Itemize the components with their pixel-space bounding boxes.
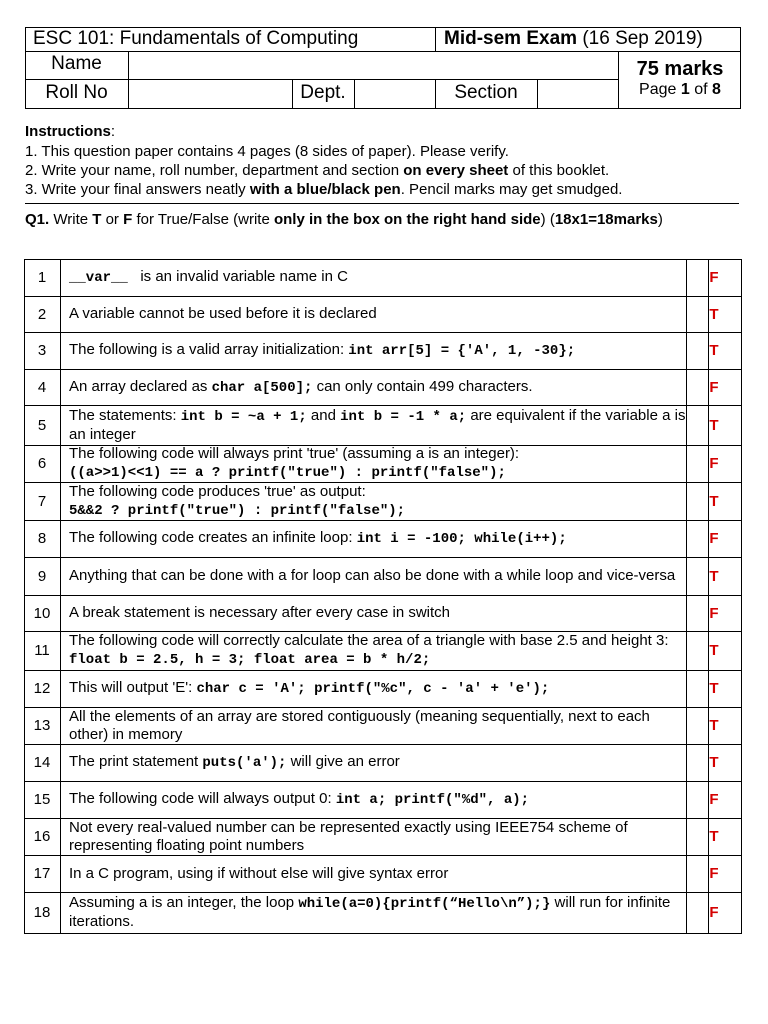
- question-row: [24, 595, 742, 631]
- question-row: [24, 520, 742, 557]
- name-field[interactable]: [129, 52, 618, 79]
- answer-box[interactable]: F: [709, 530, 719, 547]
- question-text-part: will give an error: [286, 753, 400, 770]
- question-number: 14: [33, 754, 51, 771]
- question-row: [24, 781, 742, 818]
- question-number: 8: [37, 530, 47, 547]
- question-text-content: [69, 708, 689, 744]
- question-text-content: [69, 679, 549, 698]
- question-text: [69, 332, 689, 369]
- answer-box[interactable]: T: [709, 416, 719, 434]
- question-text-content: [69, 894, 689, 931]
- question-text-part: A variable cannot be used before it is declared: [69, 305, 377, 322]
- question-text: [69, 520, 689, 557]
- question-text: [69, 296, 689, 332]
- instruction-line-2: [25, 161, 609, 180]
- code-snippet: __var__: [69, 270, 128, 286]
- answer-box[interactable]: T: [709, 567, 719, 585]
- question-text: [69, 445, 689, 482]
- question-text-part: and: [306, 406, 341, 424]
- question-row: [24, 332, 742, 369]
- question-text: [69, 259, 689, 296]
- page-number: 1: [680, 81, 690, 98]
- code-snippet: char c = 'A'; printf("%c", c - 'a' + 'e');: [196, 681, 550, 697]
- question-number: 12: [33, 680, 51, 697]
- q1-text-4: ) (: [540, 211, 555, 228]
- question-number: 15: [33, 791, 51, 808]
- question-row: [24, 405, 742, 445]
- question-text-part: All the elements of an array are stored contiguously (meaning sequentially, next to each other) in memory: [69, 707, 655, 743]
- code-snippet: 5&&2 ? printf("true") : printf("false");: [69, 502, 406, 519]
- code-snippet: int a; printf("%d", a);: [335, 792, 530, 808]
- instruction-2-tail: of this booklet.: [508, 162, 610, 179]
- question-text: [69, 818, 689, 855]
- dept-label: Dept.: [300, 82, 346, 103]
- q1-text-2: or: [101, 211, 124, 228]
- section-field[interactable]: [538, 80, 618, 108]
- question-text: [69, 707, 689, 744]
- code-snippet: int b = -1 * a;: [340, 408, 467, 425]
- answer-box[interactable]: T: [709, 828, 719, 845]
- question-text-part: The following code will always print 'true' (assuming a is an integer):: [69, 445, 520, 462]
- code-snippet: while(a=0){printf(“Hello\n”);}: [298, 896, 551, 912]
- question-text-content: [69, 483, 405, 520]
- answer-box[interactable]: T: [709, 717, 719, 734]
- question-text-part: A break statement is necessary after every case in switch: [69, 604, 450, 621]
- instructions-heading: Instructions: [25, 123, 111, 140]
- answer-box[interactable]: T: [709, 305, 719, 323]
- question-text-content: [69, 632, 689, 669]
- question-number: 11: [34, 642, 50, 659]
- question-number: 9: [37, 567, 47, 585]
- question-text-content: [69, 819, 689, 855]
- question-text-content: [69, 529, 567, 548]
- exam-title: [444, 27, 703, 51]
- question-number: 2: [37, 305, 47, 323]
- question-number: 5: [37, 416, 47, 434]
- instruction-3-tail: . Pencil marks may get smudged.: [400, 181, 623, 198]
- q1-false-letter: F: [123, 211, 133, 228]
- question-text: [69, 595, 689, 631]
- section-divider: [25, 203, 739, 204]
- question-text: [69, 557, 689, 595]
- question-text-content: [69, 378, 533, 397]
- question-number: 7: [37, 492, 47, 510]
- question-text-part: can only contain 499 characters.: [312, 377, 533, 395]
- question-text-part: The print statement: [69, 753, 203, 770]
- q1-marks: 18x1=18marks: [554, 211, 658, 228]
- question-text-content: [69, 407, 689, 444]
- instructions-title: [25, 122, 115, 141]
- true-false-table: [24, 259, 742, 934]
- code-snippet: int i = -100; while(i++);: [356, 531, 567, 547]
- question-text-content: [69, 865, 448, 883]
- q1-text-5: ): [657, 211, 663, 228]
- instruction-3-bold: with a blue/black pen: [249, 181, 401, 198]
- question-text-part: In a C program, using if without else will give syntax error: [69, 864, 449, 882]
- code-snippet: char a[500];: [211, 379, 313, 396]
- question-text: [69, 892, 689, 933]
- question-text: [69, 369, 689, 405]
- answer-box[interactable]: F: [709, 604, 719, 622]
- q1-instruction: [25, 210, 663, 229]
- question-row: [24, 445, 742, 482]
- question-number: 18: [33, 904, 51, 921]
- exam-name: Mid-sem Exam: [444, 28, 578, 49]
- question-text-content: [69, 305, 377, 323]
- question-text-part: Anything that can be done with a for loop can also be done with a while loop and vice-versa: [69, 567, 676, 584]
- instructions-colon: :: [110, 123, 116, 140]
- question-text-content: [69, 604, 450, 622]
- question-text-part: This will output 'E':: [69, 679, 197, 696]
- question-number: 10: [33, 604, 51, 622]
- code-snippet: float b = 2.5, h = 3; float area = b * h/2;: [69, 652, 431, 668]
- question-text-part: Assuming a is an integer, the loop: [69, 894, 299, 911]
- page-total: 8: [712, 81, 721, 98]
- question-text-content: [69, 790, 529, 809]
- question-text-part: are equivalent if the variable a is an integer: [69, 406, 690, 443]
- answer-box[interactable]: F: [709, 865, 719, 882]
- question-text-part: Not every real-valued number can be represented exactly using IEEE754 scheme of representing floating point numbers: [69, 818, 632, 854]
- instruction-3-text: 3. Write your final answers neatly: [25, 181, 250, 198]
- question-text: [69, 744, 689, 781]
- question-text-part: The statements:: [69, 406, 181, 424]
- question-text-content: [69, 567, 675, 585]
- answer-box[interactable]: T: [709, 680, 719, 697]
- roll-no-field[interactable]: [129, 80, 292, 108]
- q1-bold-note: only in the box on the right hand side: [273, 211, 541, 228]
- answer-box[interactable]: F: [709, 378, 719, 396]
- code-snippet: int b = ~a + 1;: [180, 408, 307, 425]
- question-number: 17: [33, 865, 51, 882]
- question-text: [69, 482, 689, 520]
- answer-box[interactable]: T: [709, 642, 719, 659]
- question-text-part: The following code creates an infinite loop:: [69, 529, 357, 546]
- page-indicator: [619, 78, 741, 102]
- question-text-part: will run for infinite iterations.: [69, 894, 675, 930]
- q1-text-3: for True/False (write: [132, 211, 274, 228]
- question-row: [24, 744, 742, 781]
- question-text-part: The following code produces 'true' as output:: [69, 482, 366, 500]
- exam-header-table: [25, 27, 741, 109]
- question-row: [24, 482, 742, 520]
- question-row: [24, 892, 742, 933]
- instruction-line-3: [25, 180, 622, 199]
- question-text-part: An array declared as: [69, 377, 212, 395]
- question-row: [24, 557, 742, 595]
- question-number: 3: [37, 342, 47, 359]
- question-number: 13: [33, 717, 51, 734]
- question-text: [69, 781, 689, 818]
- q1-text-1: Write: [49, 211, 93, 228]
- question-text-part: is an invalid variable name in C: [127, 268, 348, 285]
- answer-box[interactable]: F: [709, 791, 719, 808]
- instruction-line-1: 1. This question paper contains 4 pages (8 sides of paper). Please verify.: [25, 143, 509, 160]
- name-label: Name: [51, 53, 102, 74]
- question-text: [69, 631, 689, 670]
- question-row: [24, 670, 742, 707]
- question-row: [24, 259, 742, 296]
- total-marks: 75 marks: [636, 58, 724, 80]
- answer-box[interactable]: T: [709, 342, 719, 359]
- question-text-content: [69, 753, 400, 772]
- code-snippet: puts('a');: [202, 755, 287, 771]
- question-text: [69, 405, 689, 445]
- exam-date: (16 Sep 2019): [582, 28, 703, 49]
- question-row: [24, 296, 742, 332]
- question-text-part: The following code will always output 0:: [69, 790, 336, 807]
- question-text-part: The following is a valid array initialization:: [69, 341, 349, 358]
- answer-box[interactable]: F: [709, 455, 719, 472]
- code-snippet: int arr[5] = {'A', 1, -30};: [348, 343, 576, 359]
- page-of: of: [694, 81, 708, 98]
- question-row: [24, 707, 742, 744]
- roll-no-label: Roll No: [45, 82, 108, 103]
- question-number: 1: [37, 269, 47, 286]
- question-text-content: [69, 445, 519, 482]
- answer-box[interactable]: F: [709, 269, 719, 286]
- course-title: ESC 101: Fundamentals of Computing: [33, 28, 359, 49]
- question-number: 16: [33, 828, 51, 845]
- question-row: [24, 818, 742, 855]
- page-word: Page: [639, 81, 677, 98]
- question-text-content: [69, 268, 348, 287]
- question-row: [24, 855, 742, 892]
- question-number: 6: [37, 455, 47, 472]
- answer-box[interactable]: T: [709, 754, 719, 771]
- question-text-part: The following code will correctly calculate the area of a triangle with base 2.5 and height 3:: [69, 632, 673, 649]
- question-number: 4: [37, 378, 47, 396]
- answer-box[interactable]: F: [709, 904, 719, 921]
- answer-box[interactable]: T: [709, 492, 719, 510]
- section-label: Section: [454, 82, 518, 103]
- table-gridline: [24, 933, 742, 934]
- instruction-2-bold: on every sheet: [403, 162, 509, 179]
- code-snippet: ((a>>1)<<1) == a ? printf("true") : printf("false");: [69, 465, 506, 481]
- question-text-content: [69, 341, 575, 360]
- question-text: [69, 855, 689, 892]
- dept-field[interactable]: [355, 80, 435, 108]
- question-text: [69, 670, 689, 707]
- q1-label: Q1.: [25, 211, 50, 228]
- instruction-2-text: 2. Write your name, roll number, department and section: [25, 162, 404, 179]
- question-row: [24, 369, 742, 405]
- q1-true-letter: T: [92, 211, 102, 228]
- question-row: [24, 631, 742, 670]
